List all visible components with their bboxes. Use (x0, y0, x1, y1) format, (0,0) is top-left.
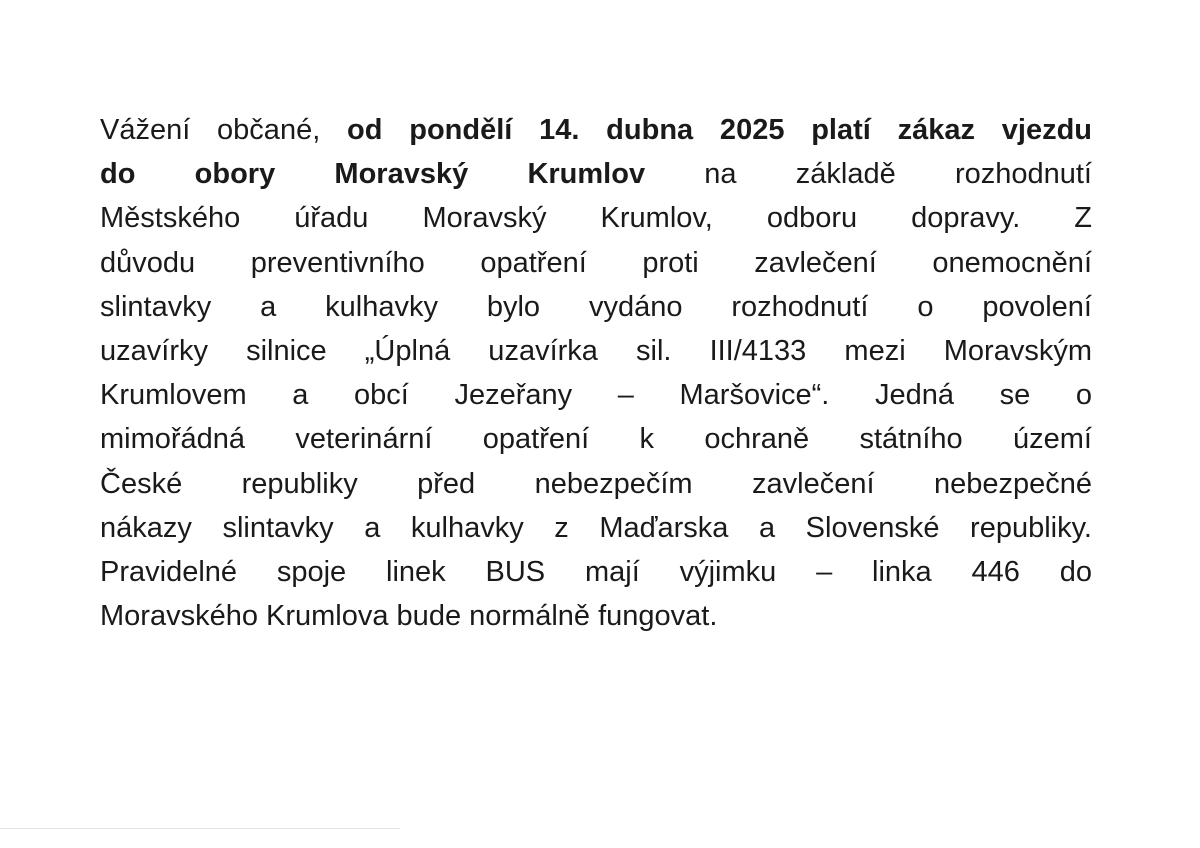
notice-line-8: mimořádná veterinární opatření k ochraně státního území (100, 423, 1092, 456)
ban-date-highlight: od pondělí 14. dubna 2025 platí zákaz vjezdu (347, 114, 1092, 146)
notice-line-3: Městského úřadu Moravský Krumlov, odboru dopravy. Z (100, 202, 1092, 235)
notice-line-7: Krumlovem a obcí Jezeřany – Maršovice“. Jedná se o (100, 379, 1092, 412)
greeting: Vážení občané, (100, 114, 348, 146)
notice-line-4: důvodu preventivního opatření proti zavlečení onemocnění (100, 246, 1092, 279)
notice-line-11: Pravidelné spoje linek BUS mají výjimku – linka 446 do (100, 555, 1092, 588)
notice-line-1 (100, 108, 1092, 152)
notice-line-2 (100, 152, 1092, 196)
notice-line-10: nákazy slintavky a kulhavky z Maďarska a Slovenské republiky. (100, 511, 1092, 544)
area-highlight: do obory Moravský Krumlov (100, 158, 646, 191)
notice-line-9: České republiky před nebezpečím zavlečení nebezpečné (100, 467, 1092, 500)
notice-text: na základě rozhodnutí (645, 158, 1092, 191)
notice-line-12: Moravského Krumlova bude normálně fungovat. (100, 600, 718, 633)
notice-paragraph (100, 108, 1092, 638)
notice-line-5: slintavky a kulhavky bylo vydáno rozhodnutí o povolení (100, 290, 1092, 323)
scan-edge-divider (0, 828, 400, 829)
notice-line-6: uzavírky silnice „Úplná uzavírka sil. III/4133 mezi Moravským (100, 334, 1092, 367)
